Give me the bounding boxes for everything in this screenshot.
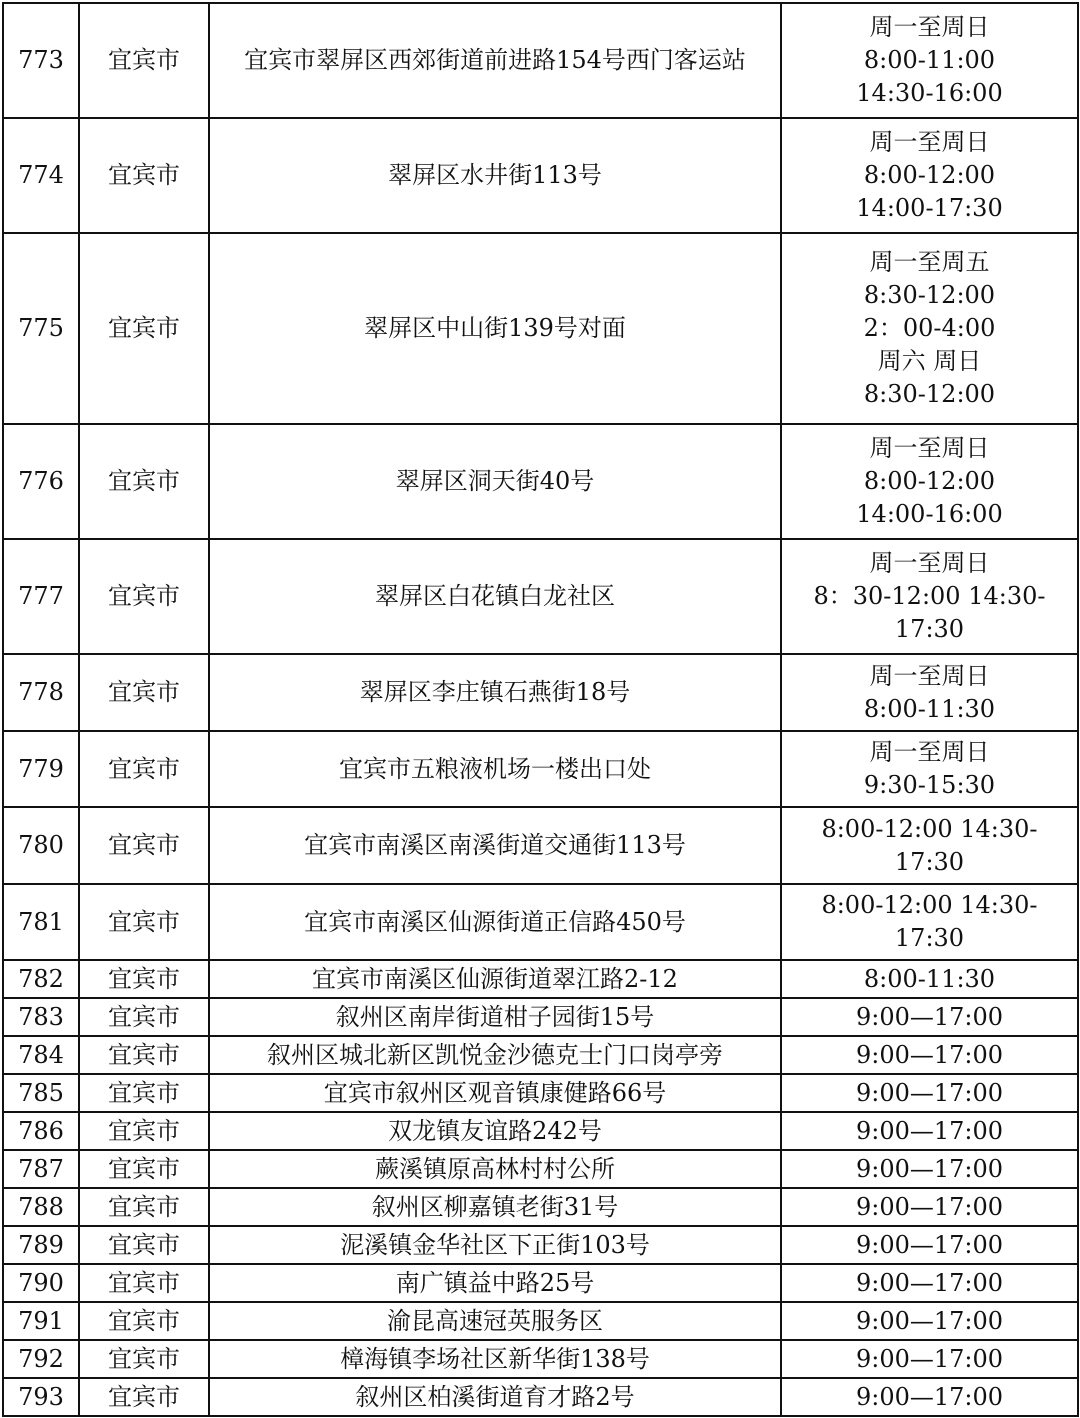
row-number-cell: 780 [3,807,79,884]
table-row [3,424,1078,539]
hours-cell: 周一至周日 8:00-11:30 [781,654,1078,731]
table-row [3,1188,1078,1226]
hours-cell: 9:00—17:00 [781,1302,1078,1340]
row-number-cell: 792 [3,1340,79,1378]
row-number-cell: 775 [3,233,79,424]
address-cell: 翠屏区洞天街40号 [209,424,781,539]
table-row [3,1264,1078,1302]
city-cell: 宜宾市 [79,654,209,731]
row-number-cell: 773 [3,3,79,118]
address-cell: 宜宾市南溪区仙源街道翠江路2-12 [209,960,781,998]
table-row [3,807,1078,884]
hours-cell: 9:00—17:00 [781,1188,1078,1226]
address-cell: 宜宾市叙州区观音镇康健路66号 [209,1074,781,1112]
table-row [3,1340,1078,1378]
table-row [3,118,1078,233]
row-number-cell: 781 [3,884,79,960]
hours-cell: 9:00—17:00 [781,1036,1078,1074]
hours-cell: 9:00—17:00 [781,1112,1078,1150]
hours-cell: 9:00—17:00 [781,1150,1078,1188]
address-cell: 翠屏区白花镇白龙社区 [209,539,781,654]
service-points-table [2,2,1079,1417]
city-cell: 宜宾市 [79,118,209,233]
hours-cell: 9:00—17:00 [781,1226,1078,1264]
hours-cell: 周一至周日 8:00-12:00 14:00-16:00 [781,424,1078,539]
hours-cell: 9:00—17:00 [781,1264,1078,1302]
row-number-cell: 784 [3,1036,79,1074]
address-cell: 双龙镇友谊路242号 [209,1112,781,1150]
table-row [3,1112,1078,1150]
hours-cell: 周一至周日 9:30-15:30 [781,731,1078,807]
table-row [3,884,1078,960]
row-number-cell: 793 [3,1378,79,1416]
hours-cell: 8:00-12:00 14:30- 17:30 [781,884,1078,960]
row-number-cell: 774 [3,118,79,233]
row-number-cell: 776 [3,424,79,539]
hours-cell: 8:00-12:00 14:30- 17:30 [781,807,1078,884]
table-row [3,1036,1078,1074]
address-cell: 渝昆高速冠英服务区 [209,1302,781,1340]
table-row [3,731,1078,807]
address-cell: 宜宾市南溪区仙源街道正信路450号 [209,884,781,960]
city-cell: 宜宾市 [79,1264,209,1302]
city-cell: 宜宾市 [79,960,209,998]
address-cell: 宜宾市翠屏区西郊街道前进路154号西门客运站 [209,3,781,118]
address-cell: 叙州区柳嘉镇老街31号 [209,1188,781,1226]
row-number-cell: 790 [3,1264,79,1302]
city-cell: 宜宾市 [79,731,209,807]
address-cell: 翠屏区李庄镇石燕街18号 [209,654,781,731]
city-cell: 宜宾市 [79,1302,209,1340]
hours-cell: 周一至周日 8:00-11:00 14:30-16:00 [781,3,1078,118]
city-cell: 宜宾市 [79,1226,209,1264]
table-row [3,1378,1078,1416]
address-cell: 樟海镇李场社区新华街138号 [209,1340,781,1378]
row-number-cell: 789 [3,1226,79,1264]
row-number-cell: 791 [3,1302,79,1340]
city-cell: 宜宾市 [79,807,209,884]
city-cell: 宜宾市 [79,233,209,424]
city-cell: 宜宾市 [79,1112,209,1150]
hours-cell: 9:00—17:00 [781,1378,1078,1416]
city-cell: 宜宾市 [79,3,209,118]
row-number-cell: 779 [3,731,79,807]
city-cell: 宜宾市 [79,998,209,1036]
city-cell: 宜宾市 [79,1036,209,1074]
address-cell: 蕨溪镇原高林村村公所 [209,1150,781,1188]
hours-cell: 9:00—17:00 [781,1340,1078,1378]
table-body [3,3,1078,1416]
table-row [3,539,1078,654]
row-number-cell: 786 [3,1112,79,1150]
row-number-cell: 788 [3,1188,79,1226]
address-cell: 翠屏区水井街113号 [209,118,781,233]
city-cell: 宜宾市 [79,424,209,539]
hours-cell: 周一至周五 8:30-12:00 2：00-4:00 周六 周日 8:30-12:00 [781,233,1078,424]
hours-cell: 周一至周日 8：30-12:00 14:30- 17:30 [781,539,1078,654]
address-cell: 南广镇益中路25号 [209,1264,781,1302]
hours-cell: 8:00-11:30 [781,960,1078,998]
city-cell: 宜宾市 [79,1340,209,1378]
city-cell: 宜宾市 [79,539,209,654]
city-cell: 宜宾市 [79,884,209,960]
row-number-cell: 777 [3,539,79,654]
table-row [3,960,1078,998]
row-number-cell: 787 [3,1150,79,1188]
row-number-cell: 782 [3,960,79,998]
table-row [3,1074,1078,1112]
hours-cell: 9:00—17:00 [781,1074,1078,1112]
city-cell: 宜宾市 [79,1188,209,1226]
address-cell: 叙州区城北新区凯悦金沙德克士门口岗亭旁 [209,1036,781,1074]
row-number-cell: 778 [3,654,79,731]
table-row [3,1302,1078,1340]
row-number-cell: 785 [3,1074,79,1112]
row-number-cell: 783 [3,998,79,1036]
table-row [3,998,1078,1036]
address-cell: 翠屏区中山街139号对面 [209,233,781,424]
address-cell: 叙州区南岸街道柑子园街15号 [209,998,781,1036]
address-cell: 宜宾市南溪区南溪街道交通街113号 [209,807,781,884]
table-row [3,233,1078,424]
address-cell: 叙州区柏溪街道育才路2号 [209,1378,781,1416]
table-row [3,1150,1078,1188]
address-cell: 泥溪镇金华社区下正街103号 [209,1226,781,1264]
city-cell: 宜宾市 [79,1378,209,1416]
address-cell: 宜宾市五粮液机场一楼出口处 [209,731,781,807]
hours-cell: 周一至周日 8:00-12:00 14:00-17:30 [781,118,1078,233]
table-row [3,654,1078,731]
hours-cell: 9:00—17:00 [781,998,1078,1036]
table-row [3,1226,1078,1264]
table-row [3,3,1078,118]
city-cell: 宜宾市 [79,1150,209,1188]
city-cell: 宜宾市 [79,1074,209,1112]
